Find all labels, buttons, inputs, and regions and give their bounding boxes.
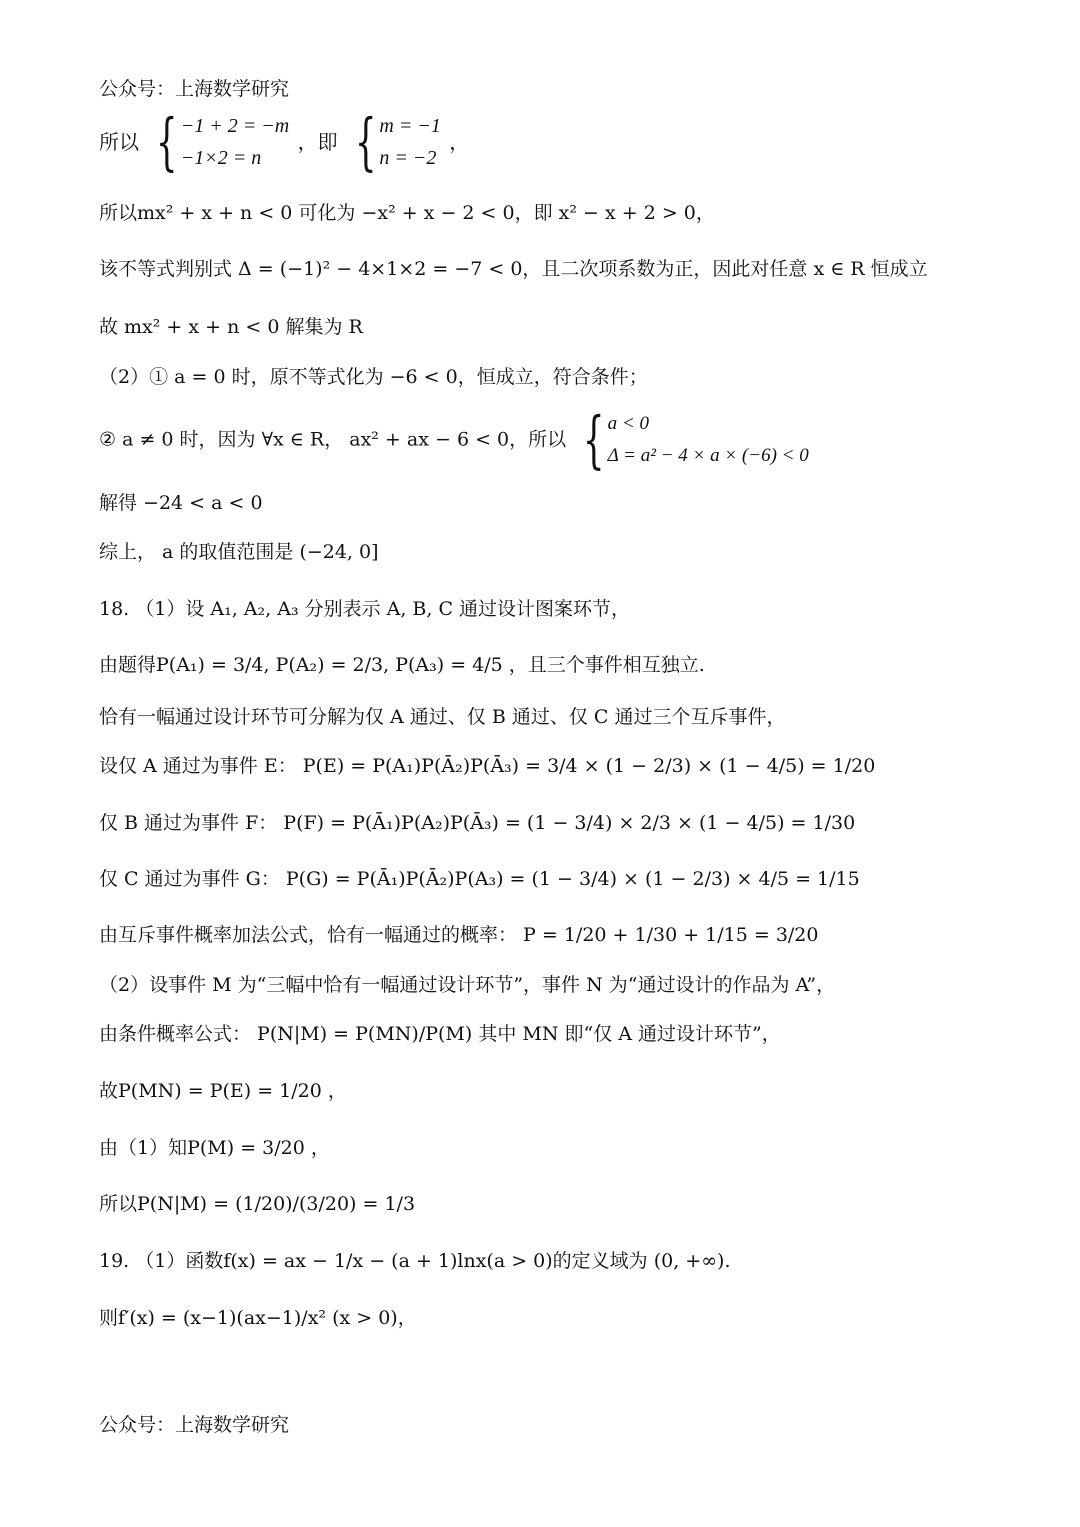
solution-line-7: 解得 −24 < a < 0 [99,492,263,514]
line6-prefix: ② a ≠ 0 时，因为 ∀x ∈ R， ax² + ax − 6 < 0，所以 [99,428,567,451]
solution-line-10: 由题得P(A₁) = 3/4, P(A₂) = 2/3, P(A₃) = 4/5 ，且三个事件相互独立. [99,654,705,676]
problem-18-part2: （2）设事件 M 为“三幅中恰有一幅通过设计环节”，事件 N 为“通过设计的作品为 A”， [99,974,836,996]
equation-system-2: { m = −1 n = −2 [354,105,441,178]
solution-line-14: 仅 C 通过为事件 G： P(G) = P(Ā₁)P(Ā₂)P(A₃) = (1 − 3/4) × (1 − 2/3) × 4/5 = 1/15 [99,868,860,890]
solution-line-12: 设仅 A 通过为事件 E： P(E) = P(A₁)P(Ā₂)P(Ā₃) = 3/4 × (1 − 2/3) × (1 − 4/5) = 1/20 [99,755,876,777]
system2-row1: m = −1 [379,115,441,137]
system3-row1: a < 0 [607,413,649,434]
solution-line-19: 由（1）知P(M) = 3/20 ， [99,1137,330,1159]
system1-row1: −1 + 2 = −m [180,115,290,137]
line1-prefix: 所以 [99,130,139,154]
line1-mid: ，即 [297,130,338,154]
solution-line-17: 由条件概率公式： P(N|M) = P(MN)/P(M) 其中 MN 即“仅 A 通过设计环节”， [99,1023,781,1045]
solution-line-18: 故P(MN) = P(E) = 1/20 ， [99,1080,347,1102]
solution-line-2: 所以mx² + x + n < 0 可化为 −x² + x − 2 < 0，即 x² − x + 2 > 0， [99,202,715,224]
solution-line-3: 该不等式判别式 Δ = (−1)² − 4×1×2 = −7 < 0，且二次项系数为正，因此对任意 x ∈ R 恒成立 [99,258,928,280]
equation-system-1: { −1 + 2 = −m −1×2 = n [156,105,290,178]
system1-row2: −1×2 = n [180,147,262,169]
system3-row2: Δ = a² − 4 × a × (−6) < 0 [607,445,809,466]
page-header [99,78,289,101]
solution-line-22: 则f′(x) = (x−1)(ax−1)/x² (x > 0)， [99,1307,417,1329]
solution-line-4: 故 mx² + x + n < 0 解集为 R [99,316,363,338]
solution-line-8: 综上， a 的取值范围是 (−24, 0] [99,541,379,563]
page-footer [99,1414,289,1437]
line1-end: ， [449,130,470,154]
problem-19-part1: 19. （1）函数f(x) = ax − 1/x − (a + 1)lnx(a > 0)的定义域为 (0, +∞). [99,1250,731,1272]
solution-line-11: 恰有一幅通过设计环节可分解为仅 A 通过、仅 B 通过、仅 C 通过三个互斥事件， [99,706,786,728]
problem-18-part1: 18. （1）设 A₁, A₂, A₃ 分别表示 A, B, C 通过设计图案环节， [99,598,631,620]
solution-line-13: 仅 B 通过为事件 F： P(F) = P(Ā₁)P(A₂)P(Ā₃) = (1 − 3/4) × 2/3 × (1 − 4/5) = 1/30 [99,812,856,834]
header-text: 公众号：上海数学研究 [99,78,290,100]
equation-system-3: { a < 0 Δ = a² − 4 × a × (−6) < 0 [583,403,809,476]
solution-line-5: （2）① a = 0 时，原不等式化为 −6 < 0，恒成立，符合条件； [99,366,648,388]
solution-line-6 [99,403,811,476]
solution-line-1 [99,105,470,178]
solution-line-15: 由互斥事件概率加法公式，恰有一幅通过的概率： P = 1/20 + 1/30 + 1/15 = 3/20 [99,924,819,946]
footer-text: 公众号：上海数学研究 [99,1414,290,1436]
solution-line-20: 所以P(N|M) = (1/20)/(3/20) = 1/3 [99,1193,416,1215]
system2-row2: n = −2 [379,147,437,169]
